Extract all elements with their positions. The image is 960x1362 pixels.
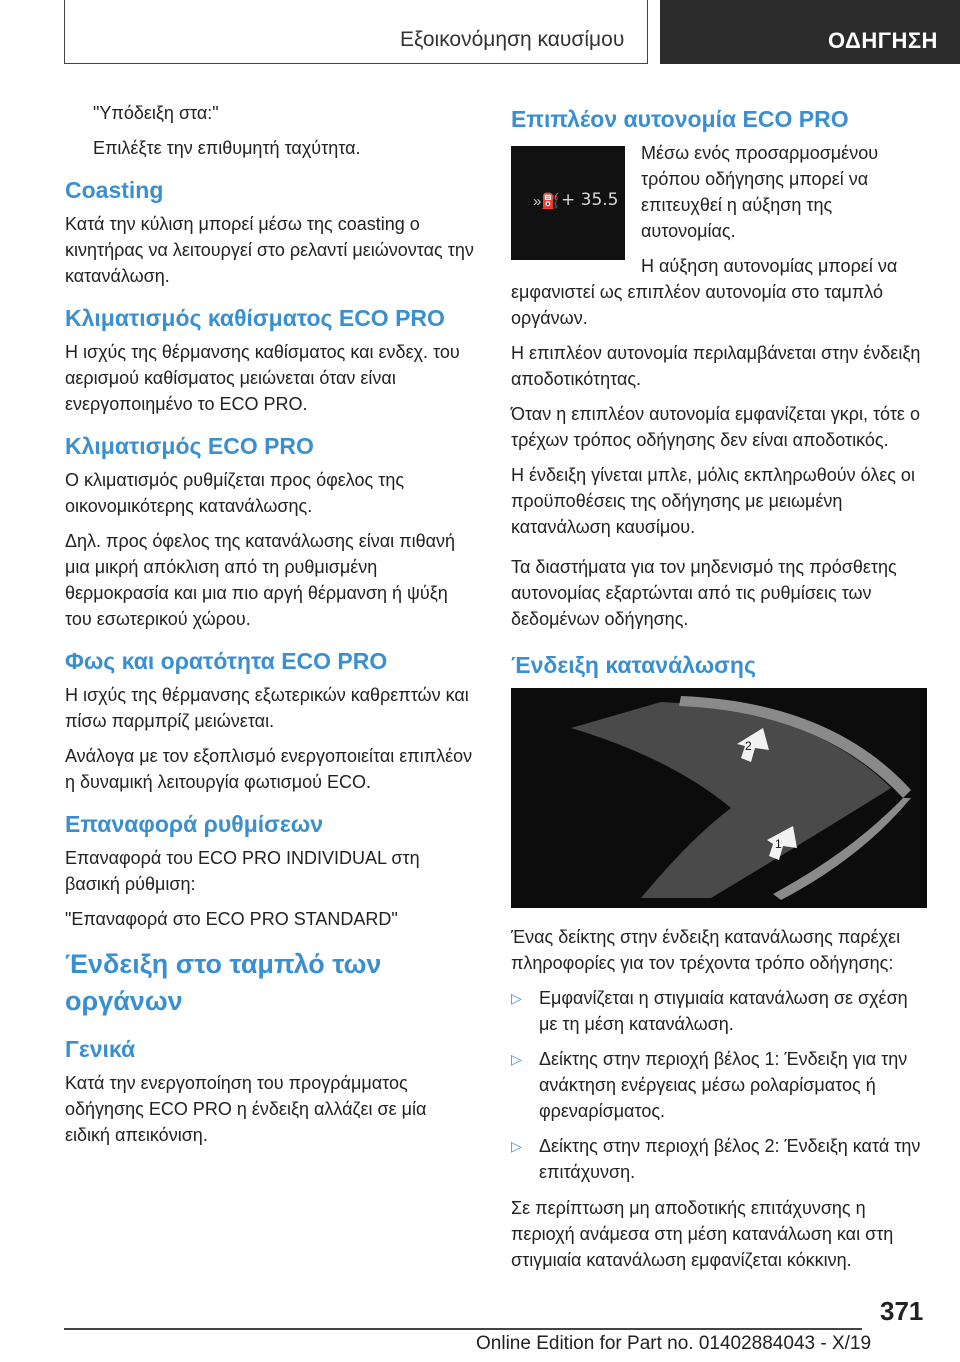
left-column [65, 100, 475, 1157]
svg-text:2: 2 [745, 739, 752, 753]
right-column [511, 104, 931, 1282]
section-heading-lighting: Φως και ορατότητα ECO PRO [65, 648, 388, 674]
section-heading-instrument-panel: Ένδειξη στο ταμπλό των οργάνων [65, 949, 382, 1016]
header-chapter-tab: ΟΔΗΓΗΣΗ [660, 0, 960, 64]
triangle-bullet-icon: ▷ [511, 990, 522, 1006]
paragraph: Σε περίπτωση μη αποδοτικής επιτάχυνσης η περιοχή ανάμεσα στη μέση κατανάλωση και στη στιγμιαία κατανάλωση εμφανίζεται κόκκινη. [511, 1198, 894, 1270]
eco-range-value: + 35.5 [561, 190, 619, 210]
paragraph: Κατά την κύλιση μπορεί μέσω της coasting ο κινητήρας να λειτουργεί στο ρελαντί μειώνοντας την κατανάλωση. [65, 214, 474, 286]
paragraph: Η ισχύς της θέρμανσης εξωτερικών καθρεπτών και πίσω παρμπρίζ μειώνεται. [65, 685, 469, 731]
eco-range-display-image [511, 146, 625, 260]
paragraph: Ο κλιματισμός ρυθμίζεται προς όφελος της οικονομικότερης κατανάλωσης. [65, 470, 405, 516]
header-section-title: Εξοικονόμηση καυσίμου [400, 28, 625, 51]
paragraph: Η επιπλέον αυτονομία περιλαμβάνεται στην ένδειξη αποδοτικότητας. [511, 343, 921, 389]
svg-text:1: 1 [775, 837, 782, 851]
paragraph: Η αύξηση αυτονομίας μπορεί να εμφανιστεί ως επιπλέον αυτονομία στο ταμπλό οργάνων. [511, 256, 898, 328]
section-heading-coasting: Coasting [65, 177, 164, 203]
paragraph: Όταν η επιπλέον αυτονομία εμφανίζεται γκρι, τότε ο τρέχων τρόπος οδήγησης δεν είναι αποδοτικός. [511, 404, 920, 450]
paragraph: Ένας δείκτης στην ένδειξη κατανάλωσης παρέχει πληροφορίες για τον τρέχοντα τρόπο οδήγησης: [511, 927, 901, 973]
paragraph: Η ένδειξη γίνεται μπλε, μόλις εκπληρωθούν όλες οι προϋποθέσεις της οδήγησης με μειωμένη κατανάλωση καυσίμου. [511, 465, 915, 537]
list-item: ▷ Εμφανίζεται η στιγμιαία κατανάλωση σε σχέση με τη μέση κατανάλωση. [511, 985, 931, 1037]
paragraph: Επαναφορά του ECO PRO INDIVIDUAL στη βασική ρύθμιση: [65, 848, 420, 894]
section-heading-seat-climate: Κλιματισμός καθίσματος ECO PRO [65, 305, 445, 331]
fuel-pump-icon: »⛽ [533, 193, 561, 210]
paragraph: Μέσω ενός προσαρμοσμένου τρόπου οδήγησης μπορεί να επιτευχθεί η αύξηση της αυτονομίας. [641, 143, 879, 241]
paragraph: Τα διαστήματα για τον μηδενισμό της πρόσθετης αυτονομίας εξαρτώνται από τις ρυθμίσεις των δεδομένων οδήγησης. [511, 557, 897, 629]
paragraph: "Επαναφορά στο ECO PRO STANDARD" [65, 909, 398, 929]
section-heading-climate: Κλιματισμός ECO PRO [65, 433, 314, 459]
paragraph: Ανάλογα με τον εξοπλισμό ενεργοποιείται επιπλέον η δυναμική λειτουργία φωτισμού ECO. [65, 746, 473, 792]
section-heading-general: Γενικά [65, 1036, 136, 1062]
paragraph: Δηλ. προς όφελος της κατανάλωσης είναι πιθανή μια μικρή απόκλιση από τη ρυθμισμένη θερμοκρασία και μια πιο αργή θέρμανση ή ψύξη του εσωτερικού χώρου. [65, 531, 456, 629]
instruction-text: Επιλέξτε την επιθυμητή ταχύτητα. [93, 138, 361, 158]
page-number: 371 [880, 1296, 924, 1326]
paragraph: Η ισχύς της θέρμανσης καθίσματος και ενδεχ. του αερισμού καθίσματος μειώνεται όταν είναι ενεργοποιημένο το ECO PRO. [65, 342, 460, 414]
section-heading-extra-range: Επιπλέον αυτονομία ECO PRO [511, 106, 849, 132]
consumption-bullet-list [511, 985, 931, 1185]
paragraph: Κατά την ενεργοποίηση του προγράμματος οδήγησης ECO PRO η ένδειξη αλλάζει σε μία ειδική απεικόνιση. [65, 1073, 427, 1145]
list-item: ▷ Δείκτης στην περιοχή βέλος 1: Ένδειξη για την ανάκτηση ενέργειας μέσω ρολαρίσματος ή φρεναρίσματος. [511, 1046, 931, 1124]
section-heading-consumption: Ένδειξη κατανάλωσης [511, 652, 756, 678]
list-item: ▷ Δείκτης στην περιοχή βέλος 2: Ένδειξη κατά την επιτάχυνση. [511, 1133, 931, 1185]
triangle-bullet-icon: ▷ [511, 1138, 522, 1154]
gauge-band [571, 702, 891, 898]
footer-rule [64, 1328, 862, 1330]
footer-edition-text: Online Edition for Part no. 01402884043 - X/19 [476, 1333, 872, 1354]
consumption-gauge-image [511, 688, 927, 908]
triangle-bullet-icon: ▷ [511, 1051, 522, 1067]
instruction-text: "Υπόδειξη στα:" [93, 103, 219, 123]
section-heading-reset: Επαναφορά ρυθμίσεων [65, 811, 324, 837]
